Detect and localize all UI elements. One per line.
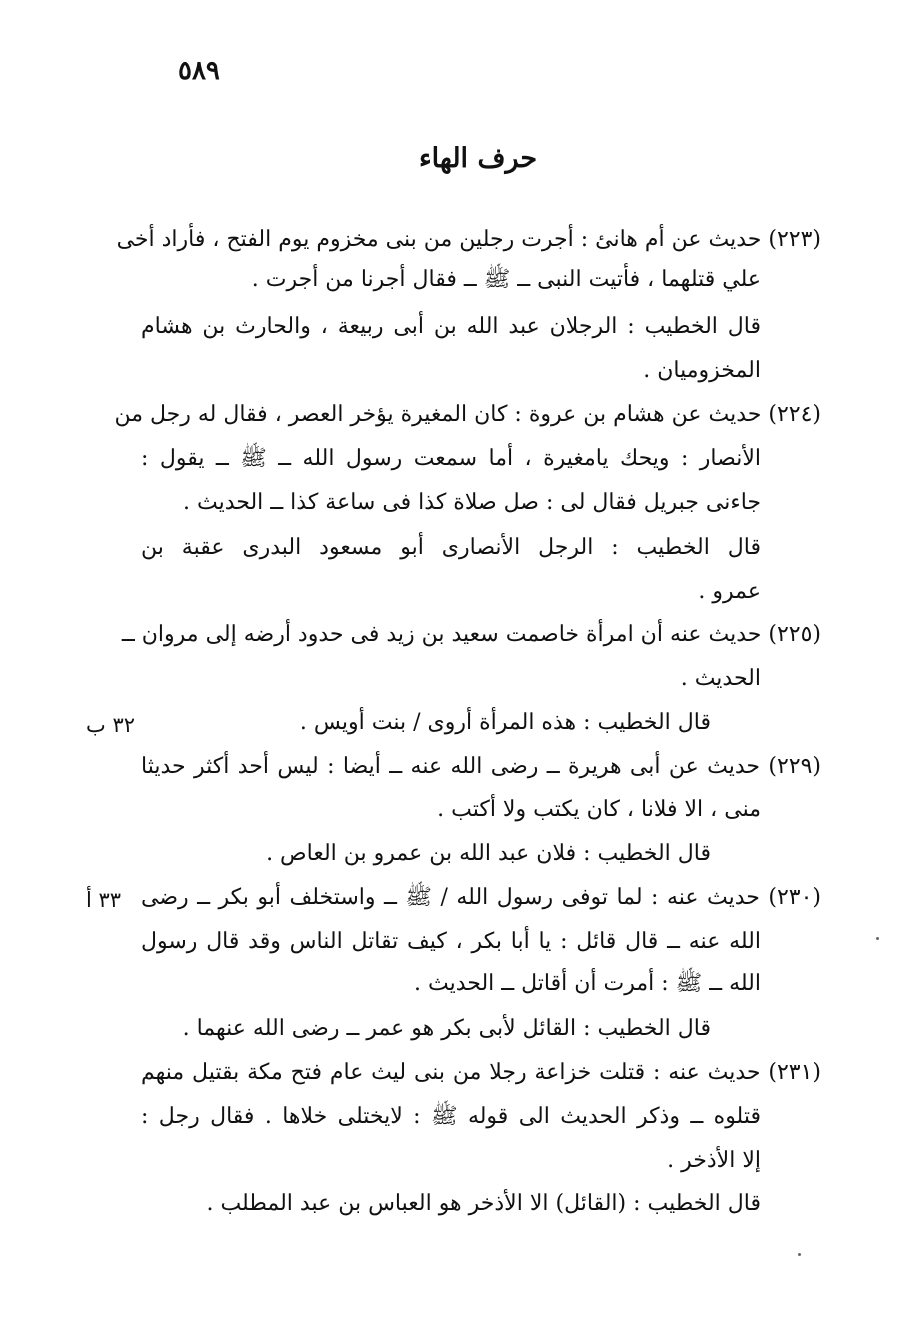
text-line: قال الخطيب : (القائل) الا الأذخر هو العباس بن عبد المطلب . bbox=[206, 1191, 761, 1216]
text-line: الله ــ ﷺ : أمرت أن أقاتل ــ الحديث . bbox=[413, 971, 761, 996]
text-line: الحديث . bbox=[680, 666, 761, 691]
text-line: قال الخطيب : الرجل الأنصارى أبو مسعود البدرى عقبة بن bbox=[141, 535, 761, 560]
page-number: ٥٨٩ bbox=[178, 56, 220, 86]
text-line: علي قتلهما ، فأتيت النبى ــ ﷺ ــ فقال أجرنا من أجرت . bbox=[251, 267, 761, 292]
text-line: (٢٢٥) حديث عنه أن امرأة خاصمت سعيد بن زيد فى حدود أرضه إلى مروان ــ bbox=[121, 622, 821, 647]
text-line: (٢٢٣) حديث عن أم هانئ : أجرت رجلين من بنى مخزوم يوم الفتح ، فأراد أخى bbox=[116, 227, 821, 252]
text-line: قال الخطيب : هذه المرأة أروى / بنت أويس . bbox=[299, 710, 711, 735]
text-line: قال الخطيب : فلان عبد الله بن عمرو بن العاص . bbox=[266, 841, 711, 866]
text-line: (٢٣١) حديث عنه : قتلت خزاعة رجلا من بنى ليث عام فتح مكة بقتيل منهم bbox=[141, 1060, 821, 1085]
marginal-note: ٣٢ ب bbox=[86, 713, 136, 737]
text-line: الأنصار : ويحك يامغيرة ، أما سمعت رسول الله ــ ﷺ ــ يقول : bbox=[141, 446, 761, 471]
marginal-note: ٣٣ أ bbox=[86, 888, 122, 912]
text-line: المخزوميان . bbox=[643, 358, 761, 383]
text-line: (٢٣٠) حديث عنه : لما توفى رسول الله / ﷺ ــ واستخلف أبو بكر ــ رضى bbox=[141, 885, 821, 910]
chapter-title: حرف الهاء bbox=[418, 143, 538, 174]
text-line: (٢٢٤) حديث عن هشام بن عروة : كان المغيرة يؤخر العصر ، فقال له رجل من bbox=[114, 402, 821, 427]
text-line: منى ، الا فلانا ، كان يكتب ولا أكتب . bbox=[437, 797, 761, 822]
text-line: الله عنه ــ قال قائل : يا أبا بكر ، كيف تقاتل الناس وقد قال رسول bbox=[141, 929, 761, 954]
scan-speck bbox=[798, 1253, 801, 1256]
text-line: جاءنى جبريل فقال لى : صل صلاة كذا فى ساعة كذا ــ الحديث . bbox=[183, 490, 761, 515]
scan-speck bbox=[876, 937, 879, 940]
text-line: (٢٢٩) حديث عن أبى هريرة ــ رضى الله عنه ــ أيضا : ليس أحد أكثر حديثا bbox=[141, 754, 821, 779]
text-line: قال الخطيب : الرجلان عبد الله بن أبى ربيعة ، والحارث بن هشام bbox=[141, 314, 761, 339]
text-line: عمرو . bbox=[698, 579, 761, 604]
text-line: قال الخطيب : القائل لأبى بكر هو عمر ــ رضى الله عنهما . bbox=[182, 1016, 711, 1041]
text-line: قتلوه ــ وذكر الحديث الى قوله ﷺ : لايختلى خلاها . فقال رجل : bbox=[141, 1104, 761, 1129]
text-line: إلا الأذخر . bbox=[667, 1148, 761, 1173]
